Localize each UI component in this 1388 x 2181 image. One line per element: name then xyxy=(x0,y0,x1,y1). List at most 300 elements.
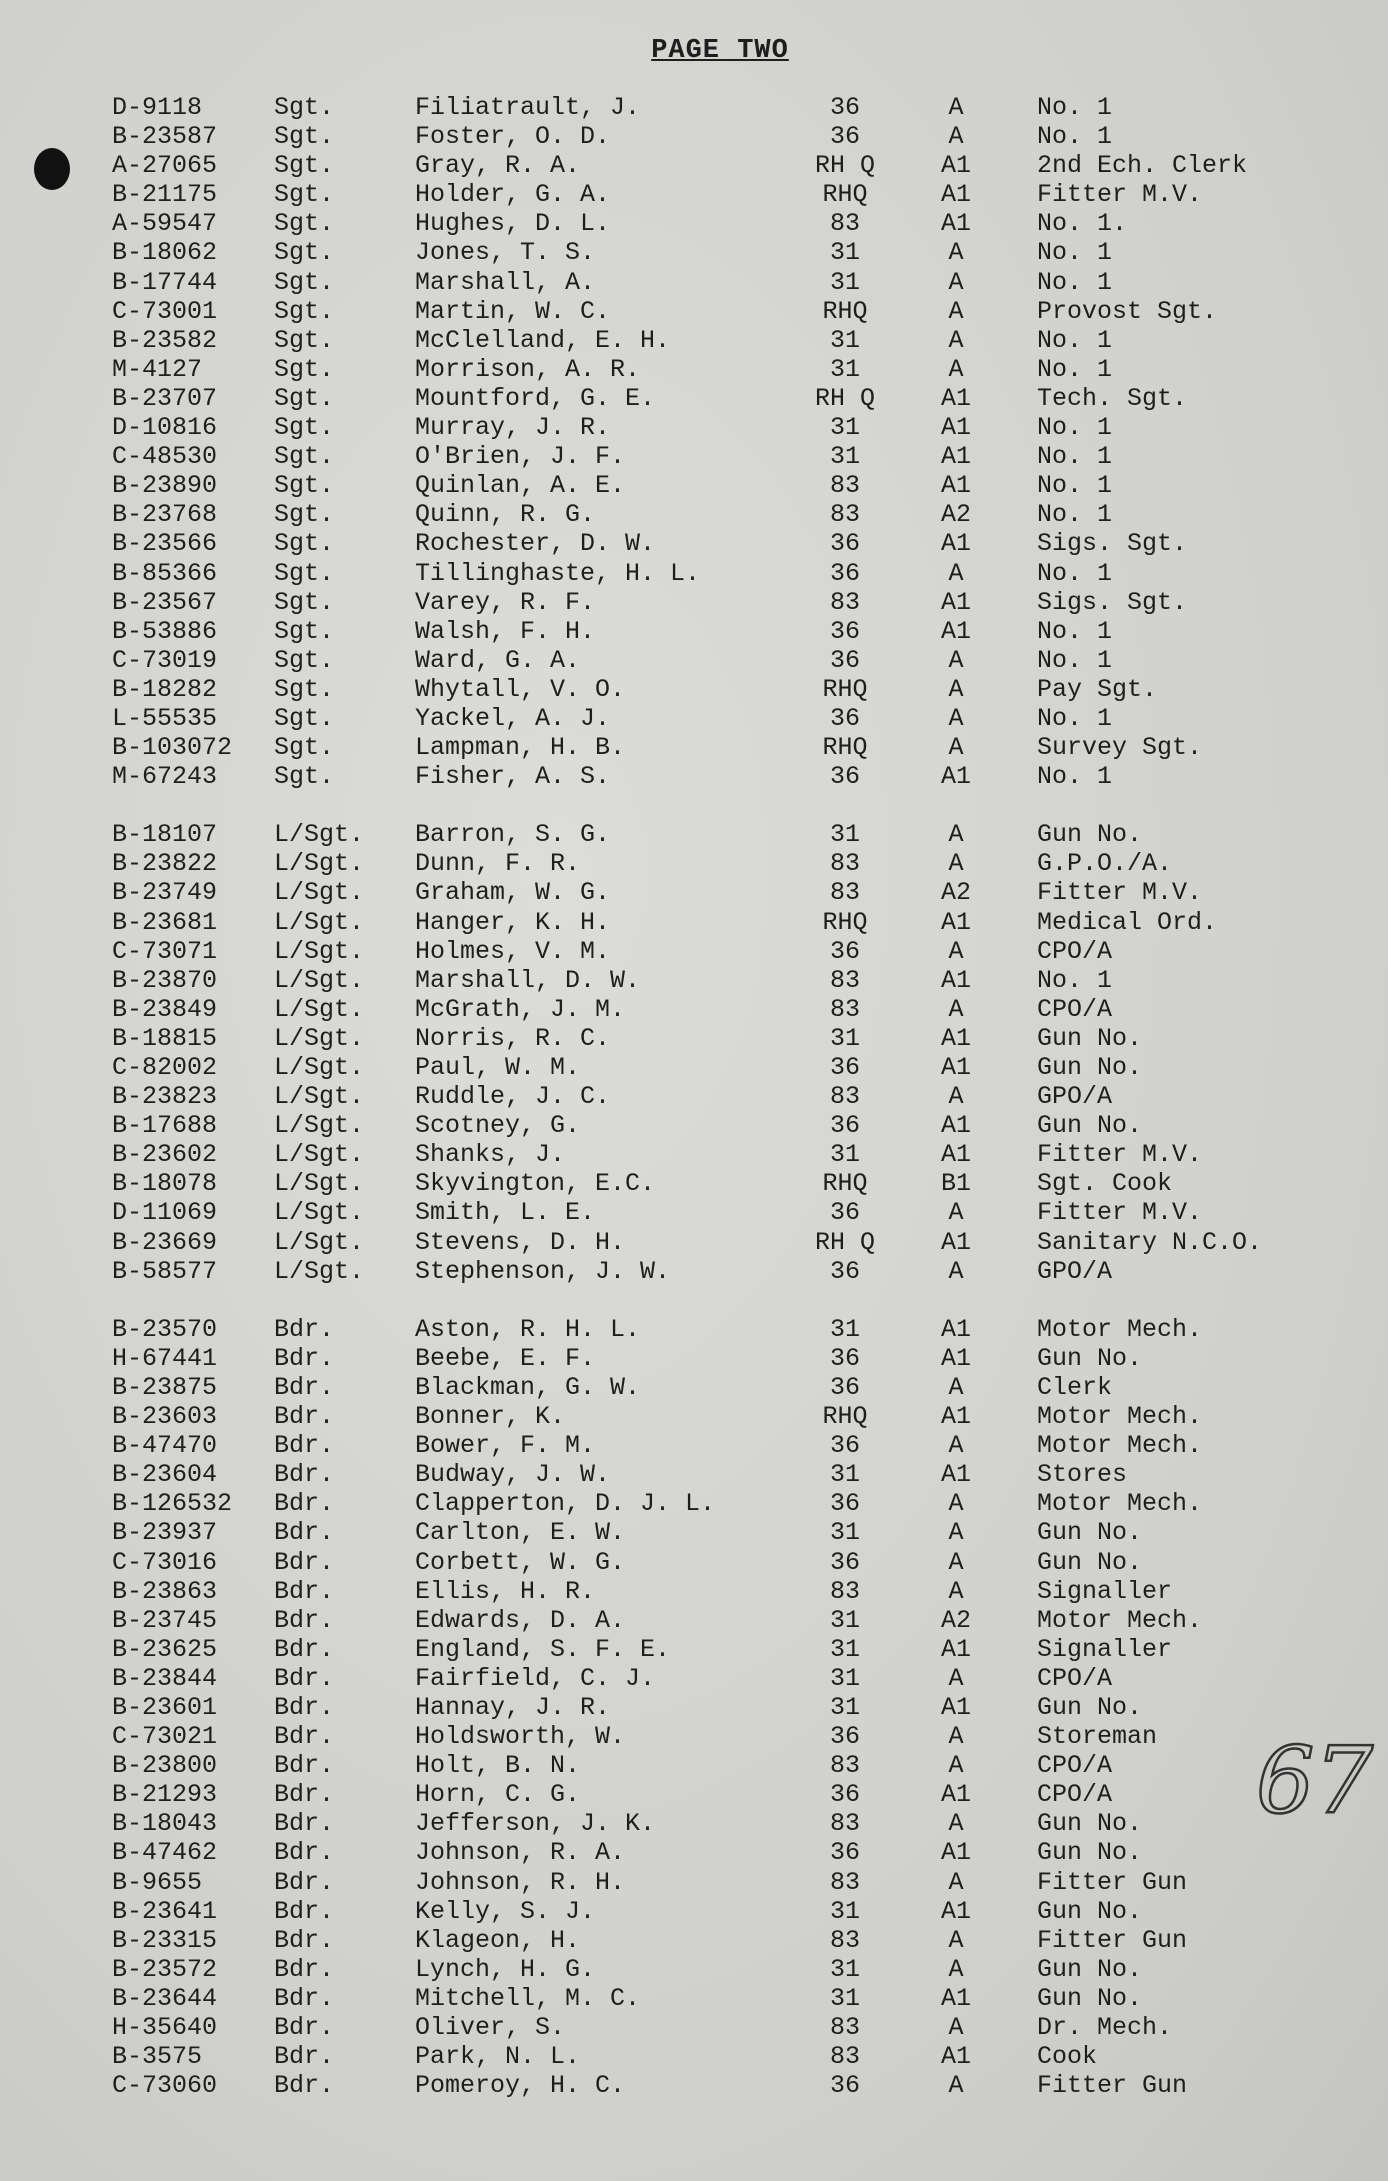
service-number: B-47462 xyxy=(112,1838,218,1868)
service-number: B-23937 xyxy=(112,1518,218,1548)
service-number: A-27065 xyxy=(112,151,218,181)
roster-row xyxy=(0,820,1388,849)
service-number: B-23582 xyxy=(112,325,218,355)
page-title: PAGE TWO xyxy=(651,36,789,66)
rank: Bdr. xyxy=(274,1780,335,1810)
battery: RHQ xyxy=(822,907,868,937)
service-number: B-23625 xyxy=(112,1634,218,1664)
rank: L/Sgt. xyxy=(274,878,365,908)
roster-row xyxy=(0,1257,1388,1286)
duty-assignment: No. 1. xyxy=(1037,209,1128,239)
medical-category: A1 xyxy=(940,965,971,995)
service-number: D-11069 xyxy=(112,1198,218,1228)
duty-assignment: CPO/A xyxy=(1037,1780,1113,1810)
duty-assignment: No. 1 xyxy=(1037,703,1113,733)
battery: 36 xyxy=(829,558,860,588)
soldier-name: Scotney, G. xyxy=(415,1111,581,1141)
rank: Sgt. xyxy=(274,762,335,792)
service-number: M-67243 xyxy=(112,762,218,792)
rank: Sgt. xyxy=(274,93,335,122)
service-number: M-4127 xyxy=(112,354,203,384)
medical-category: A xyxy=(948,1751,964,1781)
service-number: B-23641 xyxy=(112,1896,218,1926)
roster-row xyxy=(0,1460,1388,1489)
rank: L/Sgt. xyxy=(274,1256,365,1286)
service-number: B-23644 xyxy=(112,1983,218,2013)
battery: 83 xyxy=(829,471,860,501)
rank: Sgt. xyxy=(274,180,335,210)
soldier-name: Mountford, G. E. xyxy=(415,383,656,413)
roster-row xyxy=(0,1955,1388,1984)
roster-row xyxy=(0,849,1388,878)
soldier-name: Holdsworth, W. xyxy=(415,1722,626,1752)
soldier-name: Lynch, H. G. xyxy=(415,1954,596,1984)
roster-row xyxy=(0,2071,1388,2100)
soldier-name: Hanger, K. H. xyxy=(415,907,611,937)
duty-assignment: Dr. Mech. xyxy=(1037,2013,1173,2042)
roster-row xyxy=(0,93,1388,122)
duty-assignment: No. 1 xyxy=(1037,558,1113,588)
battery: 31 xyxy=(829,1518,860,1548)
battery: RHQ xyxy=(822,180,868,210)
rank: Bdr. xyxy=(274,2042,335,2072)
battery: 36 xyxy=(829,2071,860,2101)
rank: Sgt. xyxy=(274,354,335,384)
duty-assignment: Survey Sgt. xyxy=(1037,733,1203,763)
roster-row xyxy=(0,1344,1388,1373)
rank: L/Sgt. xyxy=(274,994,365,1024)
service-number: B-58577 xyxy=(112,1256,218,1286)
service-number: B-23849 xyxy=(112,994,218,1024)
soldier-name: Paul, W. M. xyxy=(415,1053,581,1082)
duty-assignment: Gun No. xyxy=(1037,1692,1143,1722)
roster-row xyxy=(0,1838,1388,1867)
medical-category: A1 xyxy=(940,1140,971,1170)
soldier-name: Fairfield, C. J. xyxy=(415,1663,656,1693)
service-number: B-23707 xyxy=(112,383,218,413)
rank: Bdr. xyxy=(274,1634,335,1664)
service-number: B-17744 xyxy=(112,267,218,297)
duty-assignment: No. 1 xyxy=(1037,93,1113,122)
soldier-name: Marshall, D. W. xyxy=(415,965,641,995)
soldier-name: Murray, J. R. xyxy=(415,413,611,443)
service-number: B-23844 xyxy=(112,1663,218,1693)
duty-assignment: Gun No. xyxy=(1037,1343,1143,1373)
rank: Sgt. xyxy=(274,471,335,501)
battery: 83 xyxy=(829,1082,860,1112)
soldier-name: Holt, B. N. xyxy=(415,1751,581,1781)
roster-row xyxy=(0,268,1388,297)
roster-row xyxy=(0,1751,1388,1780)
duty-assignment: Provost Sgt. xyxy=(1037,296,1218,326)
battery: 83 xyxy=(829,1925,860,1955)
roster-row xyxy=(0,2013,1388,2042)
service-number: B-23890 xyxy=(112,471,218,501)
roster-row xyxy=(0,995,1388,1024)
medical-category: A1 xyxy=(940,907,971,937)
duty-assignment: Tech. Sgt. xyxy=(1037,383,1188,413)
service-number: D-10816 xyxy=(112,413,218,443)
medical-category: A1 xyxy=(940,1402,971,1432)
duty-assignment: No. 1 xyxy=(1037,762,1113,792)
duty-assignment: No. 1 xyxy=(1037,616,1113,646)
medical-category: A xyxy=(948,1082,964,1112)
service-number: D-9118 xyxy=(112,93,203,122)
roster-row xyxy=(0,1140,1388,1169)
roster-row xyxy=(0,1635,1388,1664)
medical-category: A xyxy=(948,703,964,733)
battery: 83 xyxy=(829,500,860,530)
personnel-roster xyxy=(0,93,1388,2129)
battery: 31 xyxy=(829,1314,860,1344)
rank: Sgt. xyxy=(274,587,335,617)
service-number: B-23875 xyxy=(112,1372,218,1402)
battery: 31 xyxy=(829,820,860,850)
roster-row xyxy=(0,1926,1388,1955)
rank: Sgt. xyxy=(274,383,335,413)
rank-group xyxy=(0,1315,1388,2101)
rank: Bdr. xyxy=(274,1722,335,1752)
duty-assignment: No. 1 xyxy=(1037,442,1113,472)
service-number: B-18282 xyxy=(112,674,218,704)
medical-category: A xyxy=(948,325,964,355)
medical-category: A1 xyxy=(940,587,971,617)
service-number: B-23822 xyxy=(112,849,218,879)
duty-assignment: Clerk xyxy=(1037,1372,1113,1402)
roster-row xyxy=(0,1518,1388,1547)
medical-category: A xyxy=(948,1547,964,1577)
medical-category: A1 xyxy=(940,1111,971,1141)
duty-assignment: Gun No. xyxy=(1037,1111,1143,1141)
battery: 31 xyxy=(829,354,860,384)
medical-category: A xyxy=(948,558,964,588)
roster-row xyxy=(0,588,1388,617)
soldier-name: Stevens, D. H. xyxy=(415,1227,626,1257)
rank: L/Sgt. xyxy=(274,907,365,937)
rank: Sgt. xyxy=(274,529,335,559)
rank: Sgt. xyxy=(274,296,335,326)
duty-assignment: No. 1 xyxy=(1037,354,1113,384)
medical-category: A1 xyxy=(940,180,971,210)
rank: L/Sgt. xyxy=(274,1198,365,1228)
roster-row xyxy=(0,878,1388,907)
battery: 83 xyxy=(829,587,860,617)
soldier-name: Walsh, F. H. xyxy=(415,616,596,646)
service-number: B-21293 xyxy=(112,1780,218,1810)
service-number: B-23604 xyxy=(112,1460,218,1490)
roster-row xyxy=(0,355,1388,384)
medical-category: A xyxy=(948,849,964,879)
service-number: B-23601 xyxy=(112,1692,218,1722)
medical-category: A1 xyxy=(940,616,971,646)
roster-row xyxy=(0,1111,1388,1140)
medical-category: A2 xyxy=(940,1605,971,1635)
medical-category: A2 xyxy=(940,500,971,530)
battery: 31 xyxy=(829,1634,860,1664)
duty-assignment: Gun No. xyxy=(1037,1809,1143,1839)
medical-category: A xyxy=(948,354,964,384)
duty-assignment: No. 1 xyxy=(1037,413,1113,443)
battery: 36 xyxy=(829,1198,860,1228)
medical-category: A xyxy=(948,1722,964,1752)
medical-category: A xyxy=(948,936,964,966)
rank: Sgt. xyxy=(274,122,335,152)
duty-assignment: Sigs. Sgt. xyxy=(1037,529,1188,559)
soldier-name: Pomeroy, H. C. xyxy=(415,2071,626,2101)
roster-row xyxy=(0,1809,1388,1838)
medical-category: A xyxy=(948,1809,964,1839)
soldier-name: Foster, O. D. xyxy=(415,122,611,152)
service-number: C-73021 xyxy=(112,1722,218,1752)
soldier-name: Lampman, H. B. xyxy=(415,733,626,763)
battery: 31 xyxy=(829,413,860,443)
duty-assignment: GPO/A xyxy=(1037,1256,1113,1286)
medical-category: A1 xyxy=(940,209,971,239)
medical-category: A xyxy=(948,1198,964,1228)
roster-row xyxy=(0,238,1388,267)
roster-row xyxy=(0,937,1388,966)
soldier-name: Quinn, R. G. xyxy=(415,500,596,530)
roster-row xyxy=(0,646,1388,675)
medical-category: A1 xyxy=(940,1896,971,1926)
soldier-name: Rochester, D. W. xyxy=(415,529,656,559)
rank: Sgt. xyxy=(274,267,335,297)
medical-category: B1 xyxy=(940,1169,971,1199)
service-number: B-23749 xyxy=(112,878,218,908)
battery: 83 xyxy=(829,1576,860,1606)
medical-category: A1 xyxy=(940,1023,971,1053)
rank: Sgt. xyxy=(274,616,335,646)
soldier-name: Mitchell, M. C. xyxy=(415,1983,641,2013)
roster-row xyxy=(0,908,1388,937)
rank: Sgt. xyxy=(274,238,335,268)
medical-category: A1 xyxy=(940,762,971,792)
soldier-name: Fisher, A. S. xyxy=(415,762,611,792)
battery: RHQ xyxy=(822,1169,868,1199)
medical-category: A1 xyxy=(940,1343,971,1373)
duty-assignment: Fitter M.V. xyxy=(1037,1198,1203,1228)
duty-assignment: CPO/A xyxy=(1037,1751,1113,1781)
battery: RHQ xyxy=(822,296,868,326)
soldier-name: Barron, S. G. xyxy=(415,820,611,850)
battery: 31 xyxy=(829,1605,860,1635)
rank: Sgt. xyxy=(274,325,335,355)
medical-category: A1 xyxy=(940,1692,971,1722)
rank: Bdr. xyxy=(274,1925,335,1955)
duty-assignment: No. 1 xyxy=(1037,325,1113,355)
service-number: C-73060 xyxy=(112,2071,218,2101)
rank: Bdr. xyxy=(274,1751,335,1781)
service-number: B-23587 xyxy=(112,122,218,152)
service-number: B-18062 xyxy=(112,238,218,268)
battery: 36 xyxy=(829,703,860,733)
rank: Bdr. xyxy=(274,1547,335,1577)
rank: L/Sgt. xyxy=(274,1111,365,1141)
medical-category: A1 xyxy=(940,1227,971,1257)
rank: Bdr. xyxy=(274,1809,335,1839)
rank: Bdr. xyxy=(274,1431,335,1461)
battery: 36 xyxy=(829,616,860,646)
battery: 36 xyxy=(829,1256,860,1286)
battery: 31 xyxy=(829,1692,860,1722)
roster-row xyxy=(0,1780,1388,1809)
battery: 83 xyxy=(829,878,860,908)
roster-row xyxy=(0,617,1388,646)
rank: Bdr. xyxy=(274,1896,335,1926)
medical-category: A xyxy=(948,267,964,297)
battery: 83 xyxy=(829,2042,860,2072)
medical-category: A xyxy=(948,733,964,763)
medical-category: A1 xyxy=(940,471,971,501)
service-number: B-103072 xyxy=(112,733,233,763)
medical-category: A1 xyxy=(940,1634,971,1664)
roster-row xyxy=(0,1693,1388,1722)
battery: RHQ xyxy=(822,1402,868,1432)
medical-category: A xyxy=(948,1256,964,1286)
rank: Sgt. xyxy=(274,442,335,472)
rank: Bdr. xyxy=(274,2013,335,2042)
battery: RHQ xyxy=(822,674,868,704)
battery: 36 xyxy=(829,1838,860,1868)
soldier-name: Varey, R. F. xyxy=(415,587,596,617)
soldier-name: Tillinghaste, H. L. xyxy=(415,558,701,588)
soldier-name: Jones, T. S. xyxy=(415,238,596,268)
service-number: B-23768 xyxy=(112,500,218,530)
service-number: B-23745 xyxy=(112,1605,218,1635)
service-number: B-18815 xyxy=(112,1023,218,1053)
rank: L/Sgt. xyxy=(274,849,365,879)
rank: L/Sgt. xyxy=(274,1023,365,1053)
medical-category: A1 xyxy=(940,529,971,559)
duty-assignment: No. 1 xyxy=(1037,500,1113,530)
roster-row xyxy=(0,297,1388,326)
service-number: B-18107 xyxy=(112,820,218,850)
roster-row xyxy=(0,1053,1388,1082)
soldier-name: Filiatrault, J. xyxy=(415,93,641,122)
battery: RHQ xyxy=(822,733,868,763)
rank: Bdr. xyxy=(274,2071,335,2101)
soldier-name: Norris, R. C. xyxy=(415,1023,611,1053)
duty-assignment: No. 1 xyxy=(1037,645,1113,675)
battery: 36 xyxy=(829,93,860,122)
soldier-name: Oliver, S. xyxy=(415,2013,566,2042)
rank: Sgt. xyxy=(274,413,335,443)
battery: 31 xyxy=(829,1460,860,1490)
battery: 31 xyxy=(829,1663,860,1693)
roster-row xyxy=(0,442,1388,471)
medical-category: A1 xyxy=(940,1460,971,1490)
rank: Sgt. xyxy=(274,674,335,704)
roster-row xyxy=(0,1606,1388,1635)
service-number: H-67441 xyxy=(112,1343,218,1373)
soldier-name: Corbett, W. G. xyxy=(415,1547,626,1577)
rank: Bdr. xyxy=(274,1402,335,1432)
soldier-name: Holder, G. A. xyxy=(415,180,611,210)
rank: L/Sgt. xyxy=(274,965,365,995)
battery: 36 xyxy=(829,1547,860,1577)
soldier-name: Edwards, D. A. xyxy=(415,1605,626,1635)
rank: L/Sgt. xyxy=(274,936,365,966)
margin-note-text: 67 xyxy=(1256,1727,1374,1834)
rank: L/Sgt. xyxy=(274,1227,365,1257)
duty-assignment: No. 1 xyxy=(1037,122,1113,152)
rank: Bdr. xyxy=(274,1343,335,1373)
duty-assignment: No. 1 xyxy=(1037,238,1113,268)
rank: L/Sgt. xyxy=(274,1140,365,1170)
roster-row xyxy=(0,471,1388,500)
battery: 36 xyxy=(829,1722,860,1752)
medical-category: A1 xyxy=(940,1780,971,1810)
duty-assignment: Motor Mech. xyxy=(1037,1402,1203,1432)
service-number: B-23566 xyxy=(112,529,218,559)
medical-category: A1 xyxy=(940,1983,971,2013)
duty-assignment: Motor Mech. xyxy=(1037,1314,1203,1344)
rank: Bdr. xyxy=(274,1867,335,1897)
soldier-name: Blackman, G. W. xyxy=(415,1372,641,1402)
roster-row xyxy=(0,1024,1388,1053)
roster-row xyxy=(0,209,1388,238)
service-number: B-21175 xyxy=(112,180,218,210)
soldier-name: England, S. F. E. xyxy=(415,1634,671,1664)
medical-category: A xyxy=(948,2013,964,2042)
duty-assignment: Signaller xyxy=(1037,1634,1173,1664)
battery: 36 xyxy=(829,1780,860,1810)
soldier-name: Morrison, A. R. xyxy=(415,354,641,384)
service-number: B-23823 xyxy=(112,1082,218,1112)
service-number: B-23315 xyxy=(112,1925,218,1955)
rank: Sgt. xyxy=(274,500,335,530)
service-number: B-53886 xyxy=(112,616,218,646)
duty-assignment: Storeman xyxy=(1037,1722,1158,1752)
battery: 31 xyxy=(829,238,860,268)
service-number: B-9655 xyxy=(112,1867,203,1897)
battery: 36 xyxy=(829,1372,860,1402)
battery: 36 xyxy=(829,1343,860,1373)
soldier-name: Yackel, A. J. xyxy=(415,703,611,733)
roster-row xyxy=(0,675,1388,704)
soldier-name: Jefferson, J. K. xyxy=(415,1809,656,1839)
battery: 31 xyxy=(829,1023,860,1053)
roster-row xyxy=(0,1373,1388,1402)
rank-group xyxy=(0,93,1388,791)
service-number: B-23800 xyxy=(112,1751,218,1781)
battery: 83 xyxy=(829,849,860,879)
rank: Bdr. xyxy=(274,1983,335,2013)
medical-category: A2 xyxy=(940,878,971,908)
soldier-name: Gray, R. A. xyxy=(415,151,581,181)
battery: 36 xyxy=(829,122,860,152)
soldier-name: Graham, W. G. xyxy=(415,878,611,908)
rank: L/Sgt. xyxy=(274,1053,365,1082)
rank: Sgt. xyxy=(274,733,335,763)
battery: 83 xyxy=(829,1751,860,1781)
duty-assignment: Sgt. Cook xyxy=(1037,1169,1173,1199)
roster-row xyxy=(0,122,1388,151)
medical-category: A xyxy=(948,994,964,1024)
roster-row xyxy=(0,326,1388,355)
service-number: B-126532 xyxy=(112,1489,233,1519)
service-number: B-23603 xyxy=(112,1402,218,1432)
rank: Bdr. xyxy=(274,1838,335,1868)
duty-assignment: Fitter Gun xyxy=(1037,2071,1188,2101)
soldier-name: Martin, W. C. xyxy=(415,296,611,326)
roster-row xyxy=(0,1228,1388,1257)
service-number: C-73019 xyxy=(112,645,218,675)
roster-row xyxy=(0,1664,1388,1693)
soldier-name: Klageon, H. xyxy=(415,1925,581,1955)
rank: Bdr. xyxy=(274,1314,335,1344)
duty-assignment: No. 1 xyxy=(1037,267,1113,297)
